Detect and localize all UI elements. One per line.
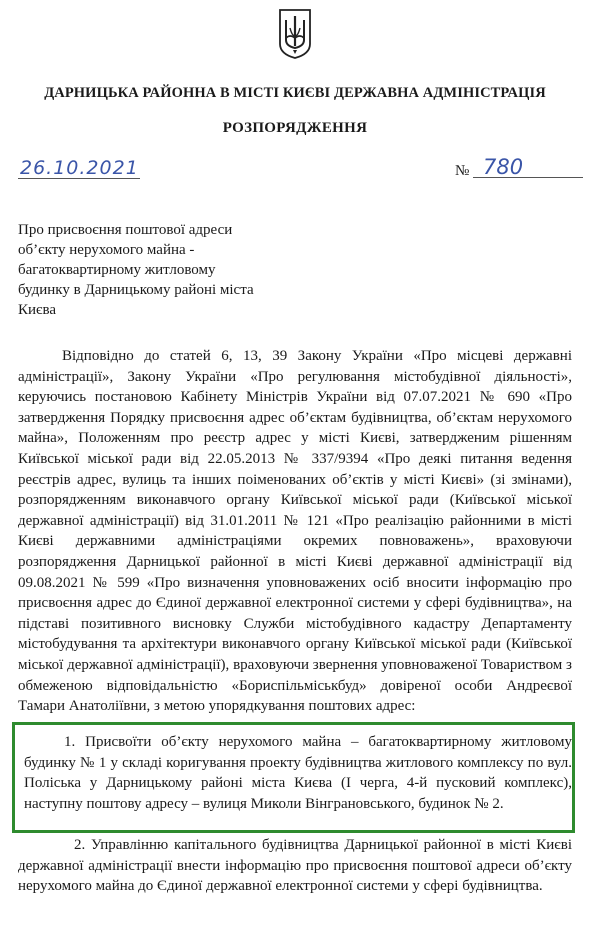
list-item	[18, 835, 572, 897]
handwritten-date: 26.10.2021	[20, 157, 139, 179]
list-item	[24, 732, 572, 814]
preamble-block	[18, 346, 572, 717]
document-subject: Про присвоєння поштової адреси об’єкту нерухомого майна - багатоквартирному житловому будинку в Дарницькому районі міста Києва	[18, 222, 254, 318]
trident-coat-of-arms-icon	[278, 8, 312, 60]
document-type: РОЗПОРЯДЖЕННЯ	[222, 120, 368, 136]
organization-name: ДАРНИЦЬКА РАЙОННА В МІСТІ КИЄВІ ДЕРЖАВНА АДМІНІСТРАЦІЯ	[44, 85, 546, 101]
item-1-text: 1. Присвоїти об’єкту нерухомого майна – багатоквартирному житловому будинку № 1 у складі коригування проекту будівництва житлового комплексу по вул. Поліська у Дарницькому районі міста Києва (І черга, 4-й пусковий комплекс), наступну поштову адресу – вулиця Миколи Вінграновського, будинок № 2.	[24, 734, 572, 812]
handwritten-number: 780	[473, 157, 583, 178]
preamble-paragraph: Відповідно до статей 6, 13, 39 Закону України «Про місцеві державні адміністрації», Закону України «Про регулювання містобудівної діяльності», керуючись постановою Кабінету Міністрів України від 07.07.2021 № 690 «Про затвердження Порядку присвоєння адрес об’єктам будівництва, об’єктам нерухомого майна», Положенням про реєстр адрес у місті Києві, затвердженим рішенням Київської міської ради від 22.05.2013 № 337/9394 «Про деякі питання ведення реєстрів адрес, вулиць та інших поіменованих об’єктів у місті Києві» (зі змінами), розпорядженням виконавчого органу Київської міської ради (Київської міської державної адміністрації) від 31.01.2011 № 121 «Про реалізацію районними в місті Києві державними адміністраціями окремих повноважень», враховуючи розпорядження Дарницької районної в місті Києві державної адміністрації від 09.08.2021 № 599 «Про визначення уповноважених осіб вносити інформацію про присвоєння адрес до Єдиної державної електронної системи у сфері будівництва», на підставі позитивного висновку Служби містобудівного кадастру Департаменту містобудування та архітектури виконавчого органу Київської міської ради (Київської міської державної адміністрації), враховуючи звернення уповноваженої Товариством з обмеженою відповідальністю «Бориспільміськбуд» довіреної особи Андреєвої Тамари Анатоліївни, з метою упорядкування поштових адрес:	[18, 348, 572, 715]
item-2-text: 2. Управлінню капітального будівництва Дарницької районної в місті Києві державної адміністрації внести інформацію про присвоєння поштової адреси об’єкту нерухомого майна до Єдиної державної електронної системи у сфері будівництва.	[18, 837, 572, 895]
number-label: №	[455, 163, 470, 179]
